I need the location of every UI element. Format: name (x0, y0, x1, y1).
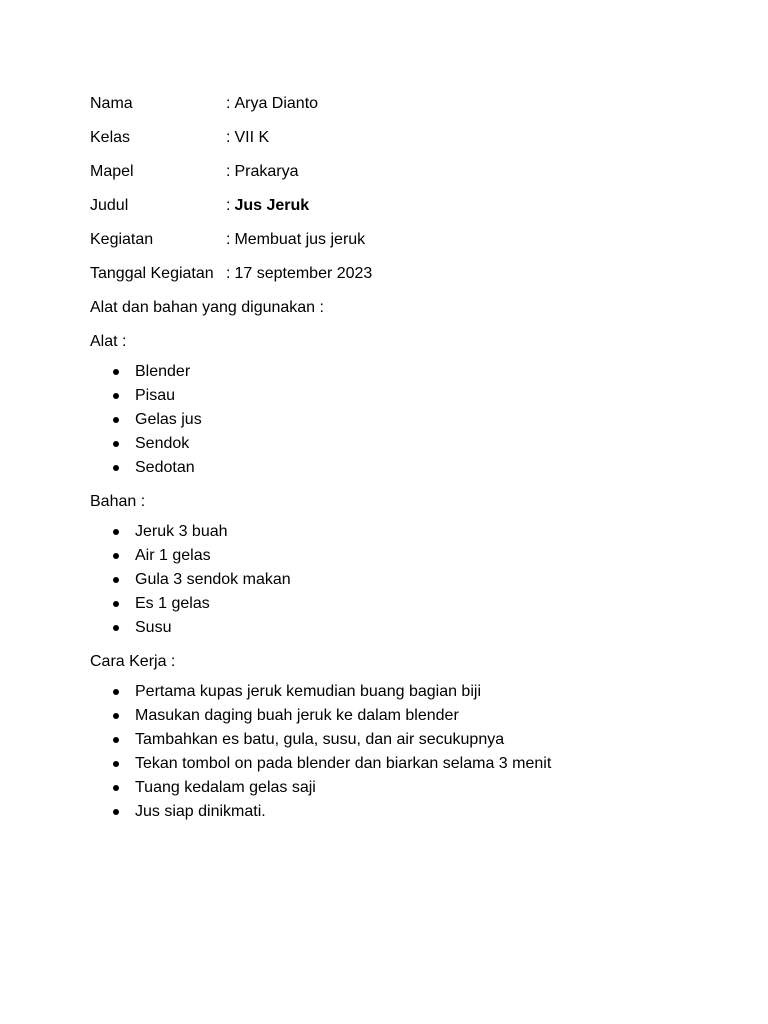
document-page (90, 93, 710, 835)
list-item-text: Jus siap dinikmati. (135, 803, 266, 820)
info-label: Mapel (90, 163, 134, 180)
bullet-icon (113, 601, 119, 607)
info-row-nama (90, 93, 710, 127)
list-item (90, 681, 710, 705)
list-item (90, 569, 710, 593)
bullet-icon (113, 689, 119, 695)
list-item-text: Pisau (135, 387, 176, 404)
info-value (226, 229, 365, 263)
info-separator: : (226, 231, 231, 248)
list-item (90, 593, 710, 617)
list-item-text: Jeruk 3 buah (135, 523, 228, 540)
list-item (90, 361, 710, 385)
info-value-text: Arya Dianto (234, 95, 319, 112)
list-item (90, 801, 710, 825)
info-label: Judul (90, 197, 129, 214)
info-value-text: VII K (234, 129, 270, 146)
info-label: Kelas (90, 129, 131, 146)
bullet-icon (113, 713, 119, 719)
info-row-kelas (90, 127, 710, 161)
info-row-mapel (90, 161, 710, 195)
bullet-icon (113, 785, 119, 791)
list-item-text: Es 1 gelas (135, 595, 210, 612)
info-value (226, 127, 269, 161)
info-value-text: Prakarya (234, 163, 299, 180)
info-label: Nama (90, 95, 133, 112)
list-item-text: Gelas jus (135, 411, 202, 428)
list-item (90, 777, 710, 801)
bullet-icon (113, 441, 119, 447)
info-row-judul (90, 195, 710, 229)
info-label: Tanggal Kegiatan (90, 265, 214, 282)
bullet-icon (113, 393, 119, 399)
list-item-text: Tambahkan es batu, gula, susu, dan air secukupnya (135, 731, 505, 748)
bullet-icon (113, 529, 119, 535)
list-item (90, 521, 710, 545)
materials-heading: Bahan : (90, 493, 146, 510)
list-item (90, 545, 710, 569)
info-block (90, 93, 710, 297)
list-item-text: Masukan daging buah jeruk ke dalam blender (135, 707, 459, 724)
list-item (90, 433, 710, 457)
list-item (90, 753, 710, 777)
list-item-text: Susu (135, 619, 172, 636)
info-separator: : (226, 163, 231, 180)
list-item (90, 457, 710, 481)
info-separator: : (226, 95, 231, 112)
bullet-icon (113, 809, 119, 815)
info-value (226, 263, 372, 297)
bullet-icon (113, 417, 119, 423)
list-item-text: Air 1 gelas (135, 547, 211, 564)
info-value-text: Jus Jeruk (234, 197, 310, 214)
bullet-icon (113, 465, 119, 471)
list-item (90, 729, 710, 753)
list-item (90, 409, 710, 433)
bullet-icon (113, 553, 119, 559)
bullet-icon (113, 625, 119, 631)
tools-intro-paragraph: Alat dan bahan yang digunakan : (90, 299, 324, 316)
tools-list (90, 361, 710, 481)
list-item-text: Gula 3 sendok makan (135, 571, 291, 588)
bullet-icon (113, 761, 119, 767)
materials-list (90, 521, 710, 641)
steps-list (90, 681, 710, 825)
info-value (226, 93, 318, 127)
info-separator: : (226, 265, 231, 282)
info-separator: : (226, 197, 231, 214)
list-item-text: Blender (135, 363, 191, 380)
info-value (226, 161, 298, 195)
list-item-text: Tekan tombol on pada blender dan biarkan selama 3 menit (135, 755, 552, 772)
list-item (90, 617, 710, 641)
bullet-icon (113, 737, 119, 743)
info-row-kegiatan (90, 229, 710, 263)
steps-heading: Cara Kerja : (90, 653, 176, 670)
info-value (226, 195, 309, 229)
bullet-icon (113, 369, 119, 375)
info-value-text: 17 september 2023 (234, 265, 373, 282)
info-label: Kegiatan (90, 231, 154, 248)
list-item-text: Pertama kupas jeruk kemudian buang bagian biji (135, 683, 481, 700)
list-item (90, 385, 710, 409)
list-item-text: Sendok (135, 435, 190, 452)
tools-heading: Alat : (90, 333, 127, 350)
list-item-text: Tuang kedalam gelas saji (135, 779, 316, 796)
info-separator: : (226, 129, 231, 146)
list-item-text: Sedotan (135, 459, 195, 476)
bullet-icon (113, 577, 119, 583)
info-row-tanggal (90, 263, 710, 297)
info-value-text: Membuat jus jeruk (234, 231, 366, 248)
list-item (90, 705, 710, 729)
